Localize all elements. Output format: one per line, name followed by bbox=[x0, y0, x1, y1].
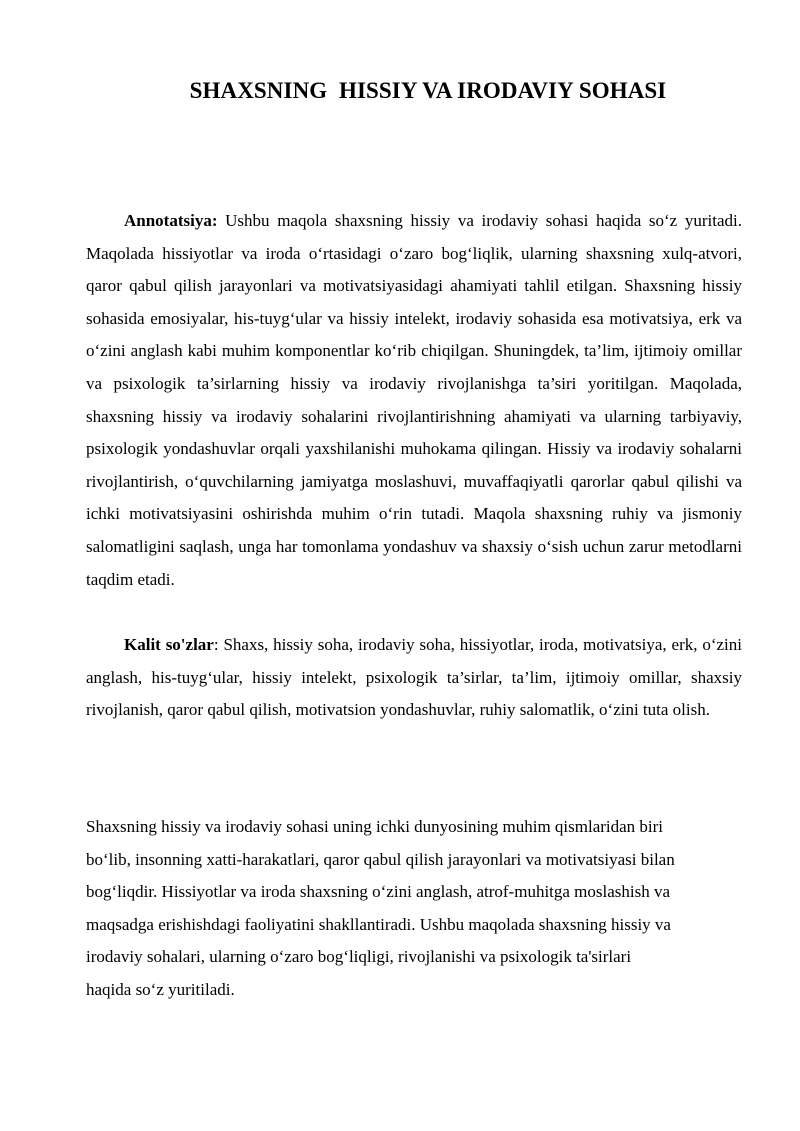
keywords-label: Kalit so'zlar bbox=[124, 635, 214, 654]
abstract-paragraph bbox=[86, 205, 742, 596]
intro-line: haqida so‘z yuritiladi. bbox=[86, 979, 235, 999]
keywords-text: : Shaxs, hissiy soha, irodaviy soha, hissiyotlar, iroda, motivatsiya, erk, o‘zini anglash, his-tuyg‘ular, hissiy intelekt, psixologik ta’sirlar, ta’lim, ijtimoiy omillar, shaxsiy rivojlanish, qaror qabul qilish, motivatsion yondashuvlar, ruhiy salomatlik, o‘zini tuta olish. bbox=[86, 635, 742, 720]
intro-line: irodaviy sohalari, ularning o‘zaro bog‘liqligi, rivojlanishi va psixologik ta'sirlari bbox=[86, 947, 632, 967]
intro-line: bog‘liqdir. Hissiyotlar va iroda shaxsning o‘zini anglash, atrof-muhitga moslashish va bbox=[86, 882, 671, 902]
intro-line: Shaxsning hissiy va irodaviy sohasi uning ichki dunyosining muhim qismlaridan biri bbox=[86, 817, 664, 836]
paper-title: SHAXSNING HISSIY VA IRODAVIY SOHASI bbox=[189, 78, 667, 103]
intro-line: bo‘lib, insonning xatti-harakatlari, qaror qabul qilish jarayonlari va motivatsiyasi bilan bbox=[86, 849, 675, 869]
abstract-text: Ushbu maqola shaxsning hissiy va irodaviy sohasi haqida so‘z yuritadi. Maqolada hissiyotlar va iroda o‘rtasidagi o‘zaro bog‘liqlik, ularning shaxsning xulq-atvori, qaror qabul qilish jarayonlari va motivatsiyasidagi ahamiyati tahlil etilgan. Shaxsning hissiy sohasida emosiyalar, his-tuyg‘ular va hissiy intelekt, irodaviy sohasida esa motivatsiya, erk va o‘zini anglash kabi muhim komponentlar ko‘rib chiqilgan. Shuningdek, ta’lim, ijtimoiy omillar va psixologik ta’sirlarning hissiy va irodaviy rivojlanishga ta’siri yoritilgan. Maqolada, shaxsning hissiy va irodaviy sohalarini rivojlantirishning ahamiyati va ularning tarbiyaviy, psixologik yondashuvlar orqali yaxshilanishi muhokama qilingan. Hissiy va irodaviy sohalarni rivojlantirish, o‘quvchilarning jamiyatga moslashuvi, muvaffaqiyatli qarorlar qabul qilishi va ichki motivatsiyasini oshirishda muhim o‘rin tutadi. Maqola shaxsning ruhiy va jismoniy salomatligini saqlash, unga har tomonlama yondashuv va shaxsiy o‘sish uchun zarur metodlarni taqdim etadi. bbox=[86, 211, 742, 589]
intro-paragraph bbox=[86, 811, 746, 1007]
intro-line: maqsadga erishishdagi faoliyatini shakllantiradi. Ushbu maqolada shaxsning hissiy va bbox=[86, 914, 671, 934]
keywords-paragraph bbox=[86, 629, 742, 727]
abstract-label: Annotatsiya: bbox=[124, 211, 218, 230]
